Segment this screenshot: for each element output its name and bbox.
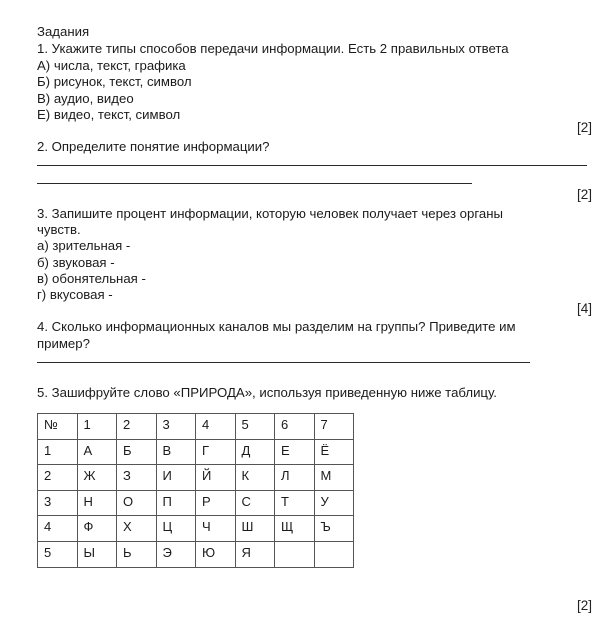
table-cell: 3	[156, 414, 196, 440]
table-cell: 4	[38, 516, 78, 542]
table-cell: К	[235, 465, 275, 491]
table-cell: О	[117, 490, 157, 516]
table-cell: У	[314, 490, 354, 516]
question-1-option-a: А) числа, текст, графика	[37, 58, 186, 73]
question-3-text-line-2: чувств.	[37, 222, 81, 237]
table-cell: Т	[275, 490, 315, 516]
question-3-option-b: б) звуковая -	[37, 255, 115, 270]
table-cell: Ж	[77, 465, 117, 491]
table-cell: Ш	[235, 516, 275, 542]
table-cell: Ю	[196, 541, 236, 567]
table-header-row	[38, 414, 354, 440]
table-cell: П	[156, 490, 196, 516]
table-row	[38, 516, 354, 542]
question-1-option-e: Е) видео, текст, символ	[37, 107, 181, 122]
worksheet-heading: Задания	[37, 24, 90, 39]
table-row	[38, 490, 354, 516]
table-cell: Е	[275, 439, 315, 465]
table-cell: И	[156, 465, 196, 491]
table-cell: 7	[314, 414, 354, 440]
table-cell: 6	[275, 414, 315, 440]
table-cell: 3	[38, 490, 78, 516]
table-cell: 5	[38, 541, 78, 567]
table-cell: 1	[77, 414, 117, 440]
table-cell: 2	[117, 414, 157, 440]
answer-line	[37, 183, 472, 184]
table-cell: Н	[77, 490, 117, 516]
question-4-text-line-2: пример?	[37, 336, 90, 351]
table-cell: Ё	[314, 439, 354, 465]
table-row	[38, 541, 354, 567]
question-2-text: 2. Определите понятие информации?	[37, 139, 270, 154]
table-cell: Щ	[275, 516, 315, 542]
table-row	[38, 439, 354, 465]
question-1-option-c: В) аудио, видео	[37, 91, 134, 106]
question-1-mark: [2]	[576, 120, 592, 135]
table-cell: 2	[38, 465, 78, 491]
table-cell: Г	[196, 439, 236, 465]
table-cell	[275, 541, 315, 567]
question-1-option-b: Б) рисунок, текст, символ	[37, 74, 192, 89]
table-cell: №	[38, 414, 78, 440]
table-cell: М	[314, 465, 354, 491]
question-1-text: 1. Укажите типы способов передачи информации. Есть 2 правильных ответа	[37, 41, 509, 56]
table-cell: Э	[156, 541, 196, 567]
table-cell: Ф	[77, 516, 117, 542]
table-cell: Л	[275, 465, 315, 491]
table-cell: 4	[196, 414, 236, 440]
table-cell: С	[235, 490, 275, 516]
table-row	[38, 465, 354, 491]
table-cell: А	[77, 439, 117, 465]
table-cell: Й	[196, 465, 236, 491]
question-2-mark: [2]	[576, 187, 592, 202]
table-cell: Ч	[196, 516, 236, 542]
question-3-mark: [4]	[576, 301, 592, 316]
table-cell: Ь	[117, 541, 157, 567]
table-cell: 5	[235, 414, 275, 440]
question-4-text-line-1: 4. Сколько информационных каналов мы разделим на группы? Приведите им	[37, 319, 516, 334]
table-cell: Я	[235, 541, 275, 567]
question-3-text-line-1: 3. Запишите процент информации, которую человек получает через органы	[37, 206, 503, 221]
question-3-option-d: г) вкусовая -	[37, 287, 113, 302]
table-cell: Р	[196, 490, 236, 516]
table-cell: Х	[117, 516, 157, 542]
table-cell: Ц	[156, 516, 196, 542]
answer-line	[37, 362, 530, 363]
table-cell: Ъ	[314, 516, 354, 542]
cipher-table	[37, 413, 354, 568]
table-cell: Б	[117, 439, 157, 465]
question-3-option-c: в) обонятельная -	[37, 271, 146, 286]
table-cell: Д	[235, 439, 275, 465]
question-5-text: 5. Зашифруйте слово «ПРИРОДА», используя приведенную ниже таблицу.	[37, 385, 497, 400]
table-cell: В	[156, 439, 196, 465]
answer-line	[37, 165, 587, 166]
question-3-option-a: а) зрительная -	[37, 238, 131, 253]
table-cell: З	[117, 465, 157, 491]
table-cell: Ы	[77, 541, 117, 567]
question-5-mark: [2]	[576, 598, 592, 613]
table-cell: 1	[38, 439, 78, 465]
table-cell	[314, 541, 354, 567]
